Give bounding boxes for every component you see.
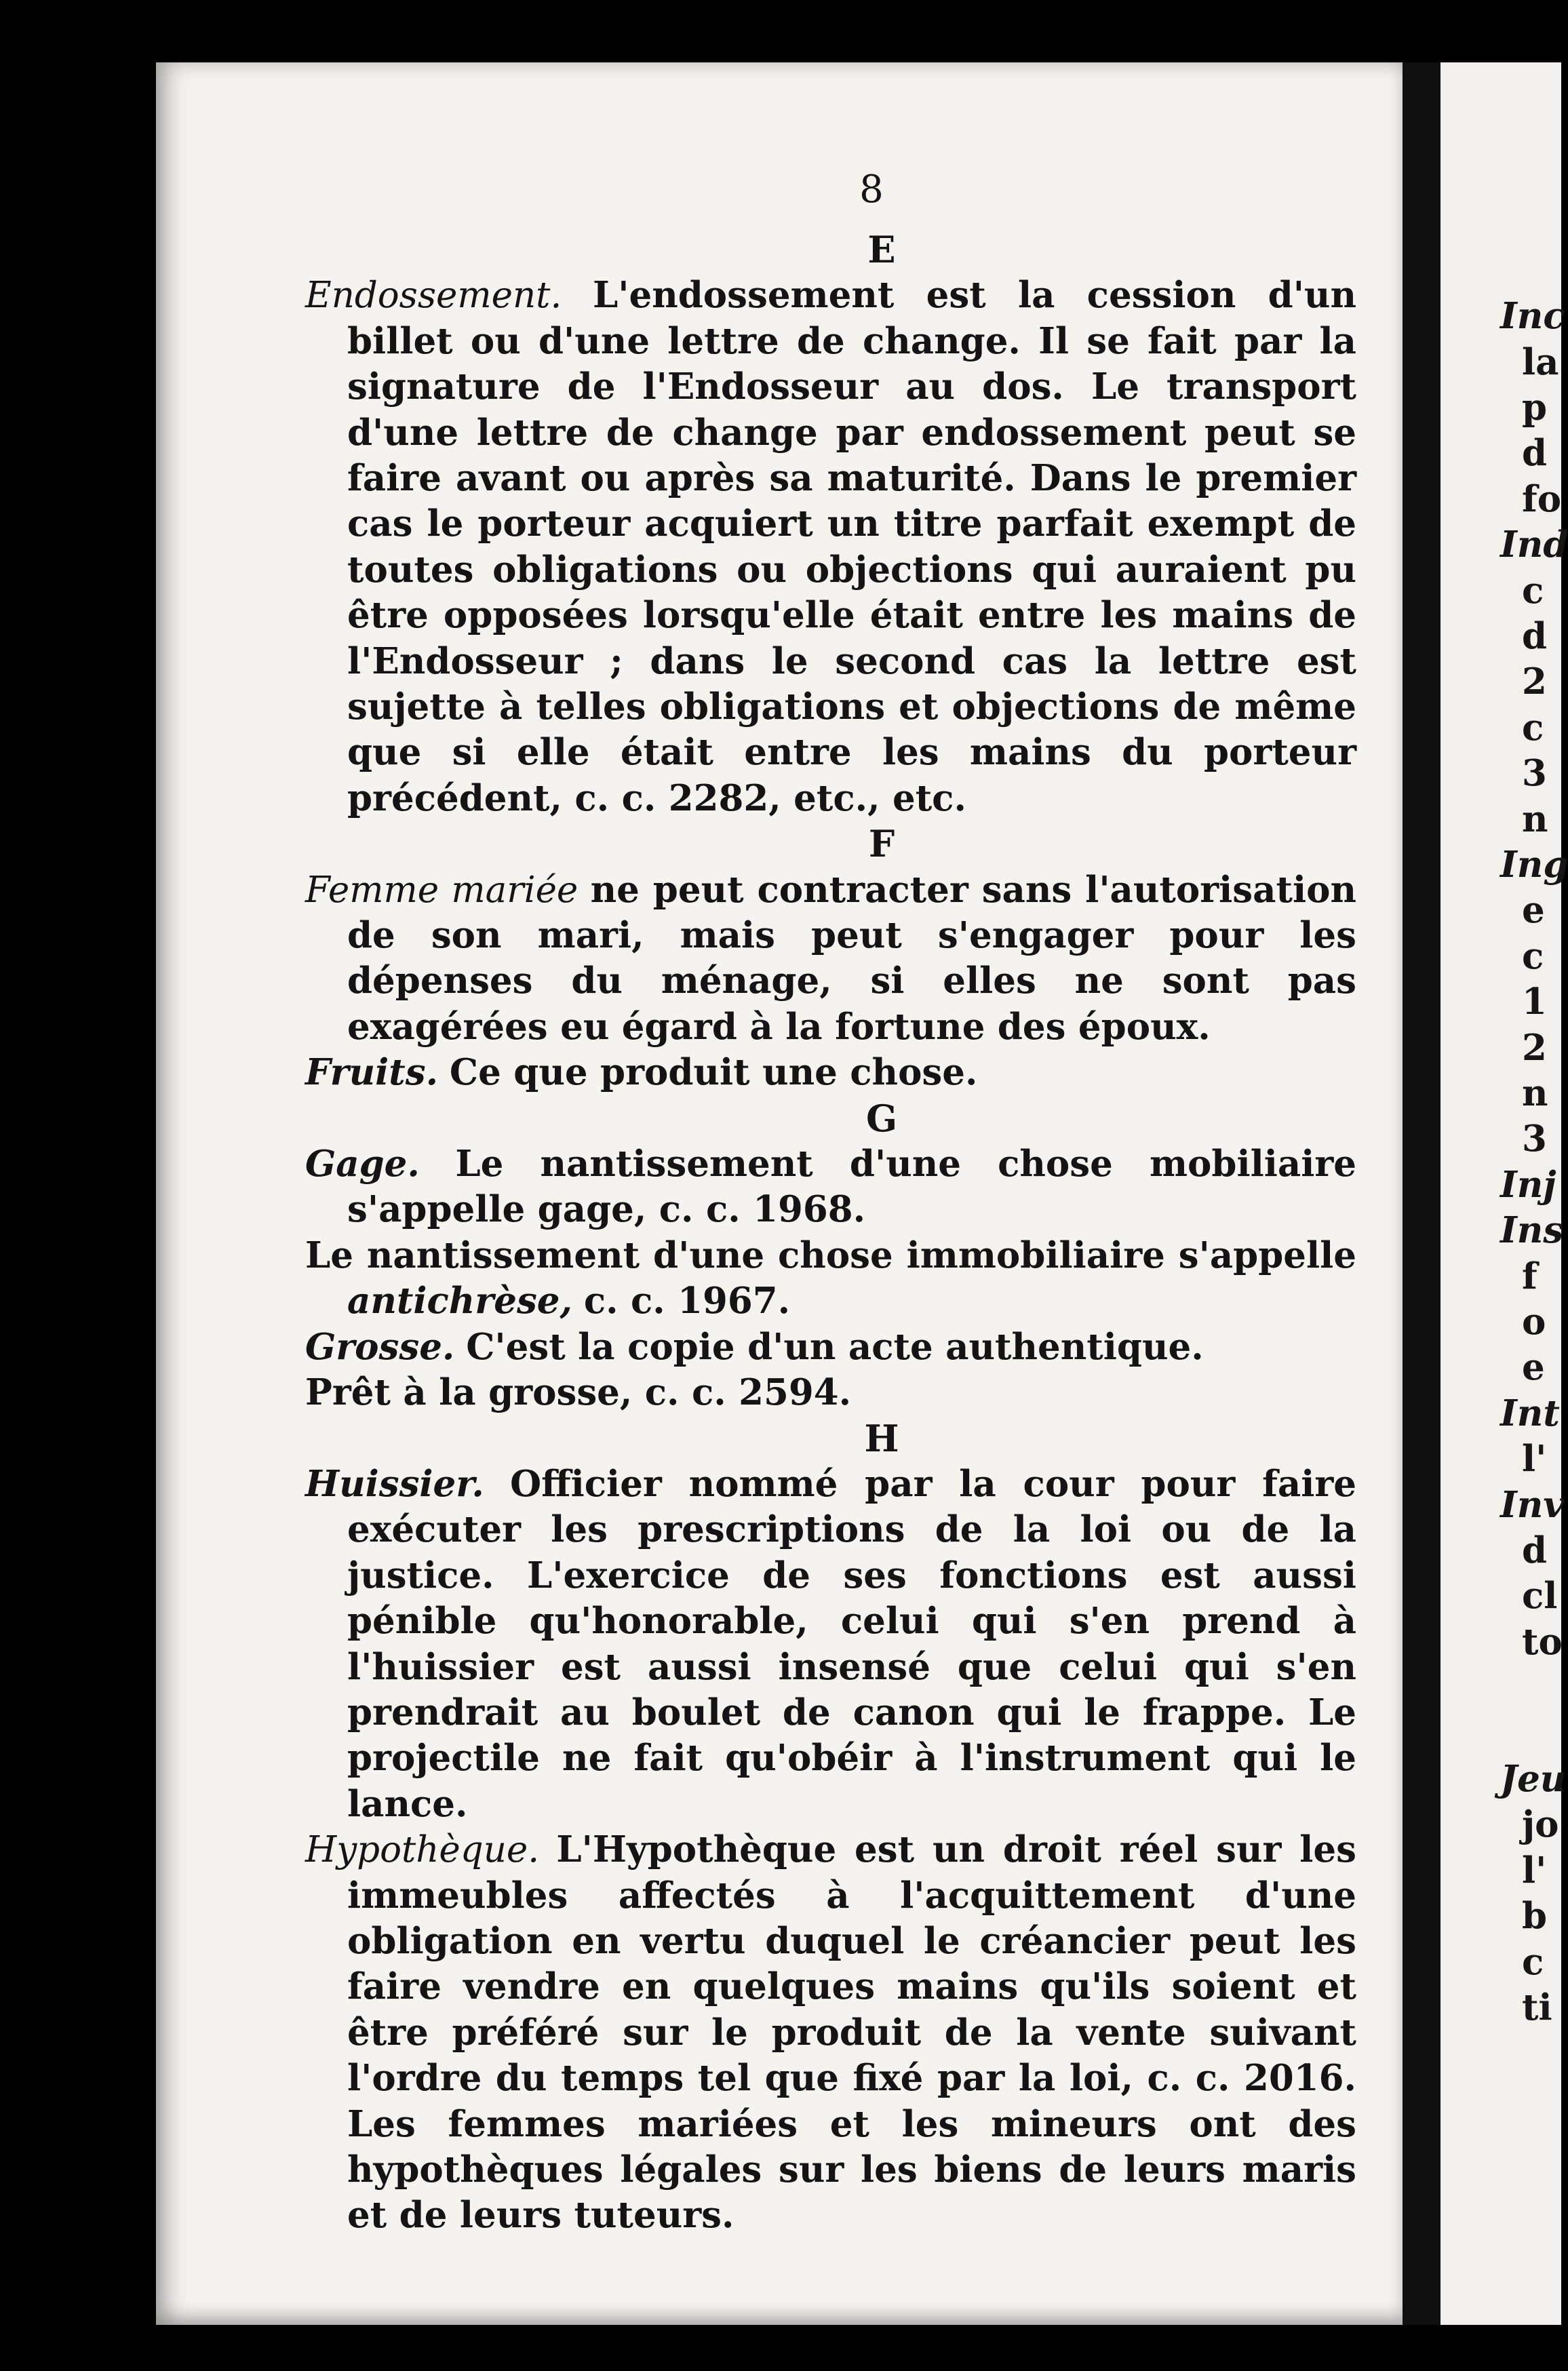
entry-term: Gage. — [305, 1143, 420, 1186]
facing-page-fragment: d — [1522, 615, 1548, 657]
page-text — [305, 153, 1356, 2239]
facing-page-fragment: la — [1522, 340, 1559, 383]
entry-femme-mariee — [305, 867, 1356, 1051]
entry-gage — [305, 1141, 1356, 1233]
facing-page-fragment: Ing — [1500, 844, 1568, 886]
entry-pret-grosse — [305, 1370, 1356, 1415]
entry-hypotheque — [305, 1827, 1356, 2239]
entry-endossement — [305, 273, 1356, 821]
entry-text: Le nantissement d'une chose mobiliaire s'appelle gage, c. c. 1968. — [347, 1143, 1356, 1231]
entry-term: Huissier. — [305, 1462, 484, 1505]
entry-term: Endossement. — [305, 275, 562, 317]
book-gutter — [1403, 62, 1440, 2325]
entry-text: c. c. 1967. — [583, 1280, 791, 1322]
facing-page-fragment: 1 — [1522, 981, 1547, 1023]
entry-term: Grosse. — [305, 1325, 455, 1368]
facing-page-fragment: Int — [1500, 1392, 1560, 1434]
facing-page-fragment: c — [1522, 935, 1544, 977]
facing-page-fragment: b — [1522, 1895, 1548, 1938]
section-letter-e: E — [867, 228, 896, 271]
entry-term: Femme mariée — [305, 869, 579, 911]
facing-page-fragment: l' — [1522, 1849, 1547, 1892]
entry-term: Hypothèque. — [305, 1829, 540, 1871]
facing-page-fragment: ti — [1522, 1986, 1552, 2029]
entry-text: Prêt à la grosse, c. c. 2594. — [305, 1371, 852, 1414]
facing-page-fragment: Ins — [1500, 1209, 1564, 1252]
facing-page-fragment: to — [1522, 1620, 1563, 1663]
facing-page-fragment: e — [1522, 889, 1545, 932]
entry-text: L'Hypothèque est un droit réel sur les immeubles affectés à l'acquittement d'une obligation en vertu duquel le créancier peut les faire vendre en quelques mains qu'ils soient et être préféré sur le produit de la vente suivant l'ordre du temps tel que fixé par la loi, c. c. 2016. Les femmes mariées et les mineurs ont des hypothèques légales sur les biens de leurs maris et de leurs tuteurs. — [347, 1828, 1356, 2237]
facing-page-fragment: Inv — [1500, 1483, 1565, 1526]
facing-page-fragment: Inc — [1500, 295, 1565, 338]
facing-page-fragment: d — [1522, 1529, 1548, 1571]
facing-page-fragment: Jeu — [1500, 1758, 1567, 1800]
facing-page-fragment: cl — [1522, 1575, 1558, 1618]
facing-page-fragment: l' — [1522, 1438, 1547, 1481]
entry-grosse — [305, 1325, 1356, 1370]
entry-italic-term: antichrèse, — [347, 1280, 572, 1322]
entry-huissier — [305, 1462, 1356, 1827]
page-number: 8 — [859, 168, 884, 212]
entry-term: Fruits. — [305, 1051, 439, 1094]
facing-page-fragment: fo — [1522, 477, 1562, 520]
entry-fruits — [305, 1050, 1356, 1095]
facing-page-fragment: 3 — [1522, 752, 1547, 795]
entry-text: Ce que produit une chose. — [449, 1051, 978, 1094]
section-letter-g: G — [865, 1096, 898, 1140]
facing-page-fragment: 2 — [1522, 1026, 1547, 1069]
facing-page-fragment: e — [1522, 1346, 1545, 1389]
entry-text: L'endossement est la cession d'un billet ou d'une lettre de change. Il se fait par la signature de l'Endosseur au dos. Le transport d'une lettre de change par endossement peut se faire avant ou après sa maturité. Dans le premier cas le porteur acquiert un titre parfait exempt de toutes obligations ou objections qui auraient pu être opposées lorsqu'elle était entre les mains de l'Endosseur ; dans le second cas la lettre est sujette à telles obligations et objections de même que si elle était entre les mains du porteur précédent, c. c. 2282, etc., etc. — [347, 274, 1356, 819]
facing-page-fragment: f — [1522, 1255, 1537, 1297]
facing-page-fragment: 2 — [1522, 661, 1547, 703]
entry-text: Officier nommé par la cour pour faire exécuter les prescriptions de la loi ou de la justice. L'exercice de ses fonctions est aussi pénible qu'honorable, celui qui s'en prend à l'huissier est aussi insensé que celui qui s'en prendrait au boulet de canon qui le frappe. Le projectile ne fait qu'obéir à l'instrument qui le lance. — [347, 1462, 1356, 1825]
facing-page-fragment: c — [1522, 706, 1544, 749]
facing-page-fragment: Inj — [1500, 1163, 1556, 1206]
facing-page-fragment: n — [1522, 1072, 1548, 1114]
facing-page-fragment: Ind — [1500, 524, 1568, 566]
facing-page-edge — [1440, 62, 1568, 2325]
facing-page-fragment: c — [1522, 1940, 1544, 1983]
facing-page-fragment: p — [1522, 387, 1548, 429]
section-letter-h: H — [864, 1416, 899, 1460]
entry-text: C'est la copie d'un acte authentique. — [466, 1325, 1204, 1368]
entry-text: Le nantissement d'une chose immobiliaire s'appelle — [305, 1234, 1356, 1276]
section-letter-f: F — [868, 822, 895, 866]
entry-text: ne peut contracter sans l'autorisation de son mari, mais peut s'engager pour les dépenses du ménage, si elles ne sont pas exagérées eu égard à la fortune des époux. — [347, 868, 1356, 1048]
facing-page-fragment: c — [1522, 569, 1544, 612]
facing-page-fragment: 3 — [1522, 1118, 1547, 1160]
entry-antichrese — [305, 1233, 1356, 1325]
facing-page-fragment: jo — [1522, 1803, 1559, 1846]
facing-page-fragment: o — [1522, 1301, 1546, 1343]
facing-page-fragment: n — [1522, 798, 1548, 840]
facing-page-fragment: d — [1522, 432, 1548, 475]
